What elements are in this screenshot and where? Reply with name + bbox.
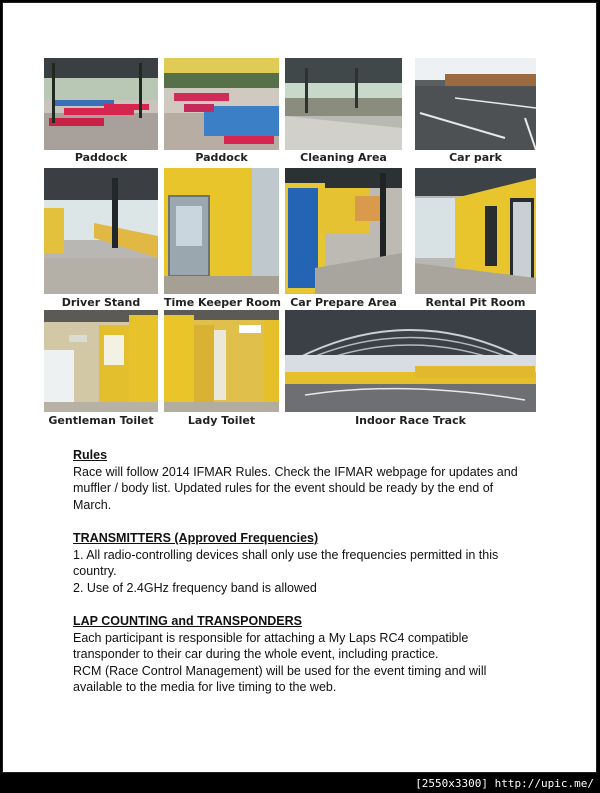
photo-driver-stand	[44, 168, 158, 294]
photo-cleaning-area	[285, 58, 402, 150]
lap-counting-line: transponder to their car during the whole event, including practice.	[73, 647, 439, 661]
photo-caption: Paddock	[74, 151, 128, 164]
photo-indoor-race-track	[285, 310, 536, 412]
lap-counting-section	[73, 613, 543, 696]
photo-rental-pit-room	[415, 168, 536, 294]
transmitters-heading: TRANSMITTERS (Approved Frequencies)	[73, 531, 319, 545]
photo-caption: Indoor Race Track	[355, 414, 466, 427]
photo-caption: Gentleman Toilet	[48, 414, 154, 427]
rules-line: muffler / body list. Updated rules for the event should be ready by the end of	[73, 481, 494, 495]
image-host-footer: [2550x3300] http://upic.me/	[0, 774, 600, 793]
rules-line: March.	[73, 497, 112, 512]
photo-paddock-2	[164, 58, 279, 150]
lap-counting-line: Each participant is responsible for attaching a My Laps RC4 compatible	[73, 630, 469, 645]
transmitters-section	[73, 530, 543, 596]
rules-section	[73, 447, 543, 513]
transmitters-line: country.	[73, 564, 117, 578]
photo-caption: Lady Toilet	[187, 414, 256, 427]
lap-counting-line: available to the media for live timing to the web.	[73, 680, 337, 694]
photo-car-park	[415, 58, 536, 150]
photo-time-keeper-room	[164, 168, 279, 294]
rules-heading: Rules	[73, 448, 108, 462]
photo-caption: Time Keeper Room	[164, 296, 281, 309]
transmitters-line: 1. All radio-controlling devices shall only use the frequencies permitted in this	[73, 547, 499, 562]
photo-caption: Paddock	[195, 151, 248, 164]
lap-counting-line: RCM (Race Control Management) will be used for the event timing and will	[73, 663, 487, 678]
document-page	[2, 2, 597, 773]
photo-caption: Driver Stand	[61, 296, 141, 309]
photo-gentleman-toilet	[44, 310, 158, 412]
photo-car-prepare-area	[285, 168, 402, 294]
transmitters-line: 2. Use of 2.4GHz frequency band is allowed	[73, 580, 317, 595]
photo-lady-toilet	[164, 310, 279, 412]
photo-caption: Cleaning Area	[300, 151, 387, 164]
photo-caption: Rental Pit Room	[425, 296, 526, 309]
photo-caption: Car park	[449, 151, 502, 164]
rules-line: Race will follow 2014 IFMAR Rules. Check the IFMAR webpage for updates and	[73, 464, 518, 479]
photo-paddock-1	[44, 58, 158, 150]
lap-counting-heading: LAP COUNTING and TRANSPONDERS	[73, 614, 302, 628]
photo-caption: Car Prepare Area	[290, 296, 397, 309]
